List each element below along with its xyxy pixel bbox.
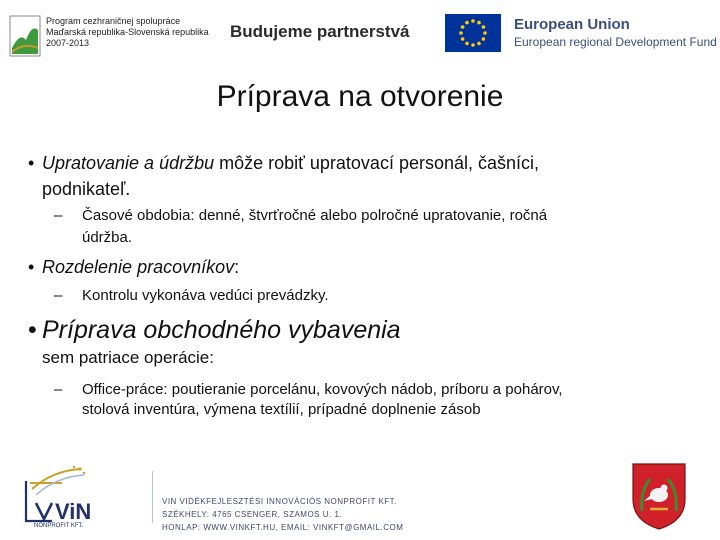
company-line: SZÉKHELY: 4765 CSENGER, SZAMOS U. 1.	[162, 510, 343, 519]
bullet-icon: •	[28, 257, 35, 277]
bullet-text: môže robiť upratovací personál, čašníci,	[214, 153, 540, 173]
company-line: HONLAP: WWW.VINKFT.HU, EMAIL: VINKFT@GMAIL.COM	[162, 523, 404, 532]
bullet-continuation: sem patriace operácie:	[42, 348, 214, 367]
vin-logo	[22, 463, 144, 529]
bullet-icon: •	[28, 316, 37, 344]
company-line: VIN VIDÉKFEJLESZTÉSI INNOVÁCIÓS NONPROFIT KFT.	[162, 497, 397, 506]
logo-sub: NONPROFIT KFT.	[34, 523, 84, 529]
header-banner	[0, 0, 720, 70]
eu-subtitle: European regional Development Fund	[514, 35, 717, 49]
program-line: 2007-2013	[46, 38, 90, 48]
eu-flag-icon	[445, 14, 501, 52]
dash-icon: –	[54, 207, 63, 224]
sub-bullet-continuation: stolová inventúra, výmena textílií, prípadné doplnenie zásob	[82, 401, 481, 418]
footer-divider	[152, 471, 153, 523]
bullet-lead: Príprava obchodného vybavenia	[42, 316, 401, 344]
program-line: Program cezhraničnej spolupráce	[46, 16, 181, 26]
dash-icon: –	[54, 381, 63, 398]
company-info	[162, 495, 403, 534]
bullet-lead: Rozdelenie pracovníkov	[42, 257, 235, 277]
sub-bullet-text: Časové obdobia: denné, štvrťročné alebo polročné upratovanie, ročná	[82, 207, 548, 224]
slogan: Budujeme partnerstvá	[230, 22, 410, 41]
slide-title: Príprava na otvorenie	[216, 80, 504, 113]
bullet-lead: Upratovanie a údržbu	[42, 153, 215, 173]
sub-bullet-text: Office-práce: poutieranie porcelánu, kovových nádob, príboru a pohárov,	[82, 381, 563, 398]
eu-title: European Union	[514, 16, 630, 33]
dash-icon: –	[54, 287, 63, 304]
sub-bullet-text: Kontrolu vykonáva vedúci prevádzky.	[82, 287, 329, 304]
footer	[0, 455, 720, 540]
bullet-text: :	[234, 257, 240, 277]
program-line: Maďarská republika-Slovenská republika	[46, 27, 209, 37]
bullet-continuation: podnikateľ.	[42, 179, 131, 199]
logo-text: ViN	[55, 499, 92, 524]
coat-of-arms-icon	[630, 461, 688, 531]
sub-bullet-continuation: údržba.	[82, 229, 133, 246]
bullet-icon: •	[28, 153, 35, 173]
program-name	[46, 16, 209, 49]
